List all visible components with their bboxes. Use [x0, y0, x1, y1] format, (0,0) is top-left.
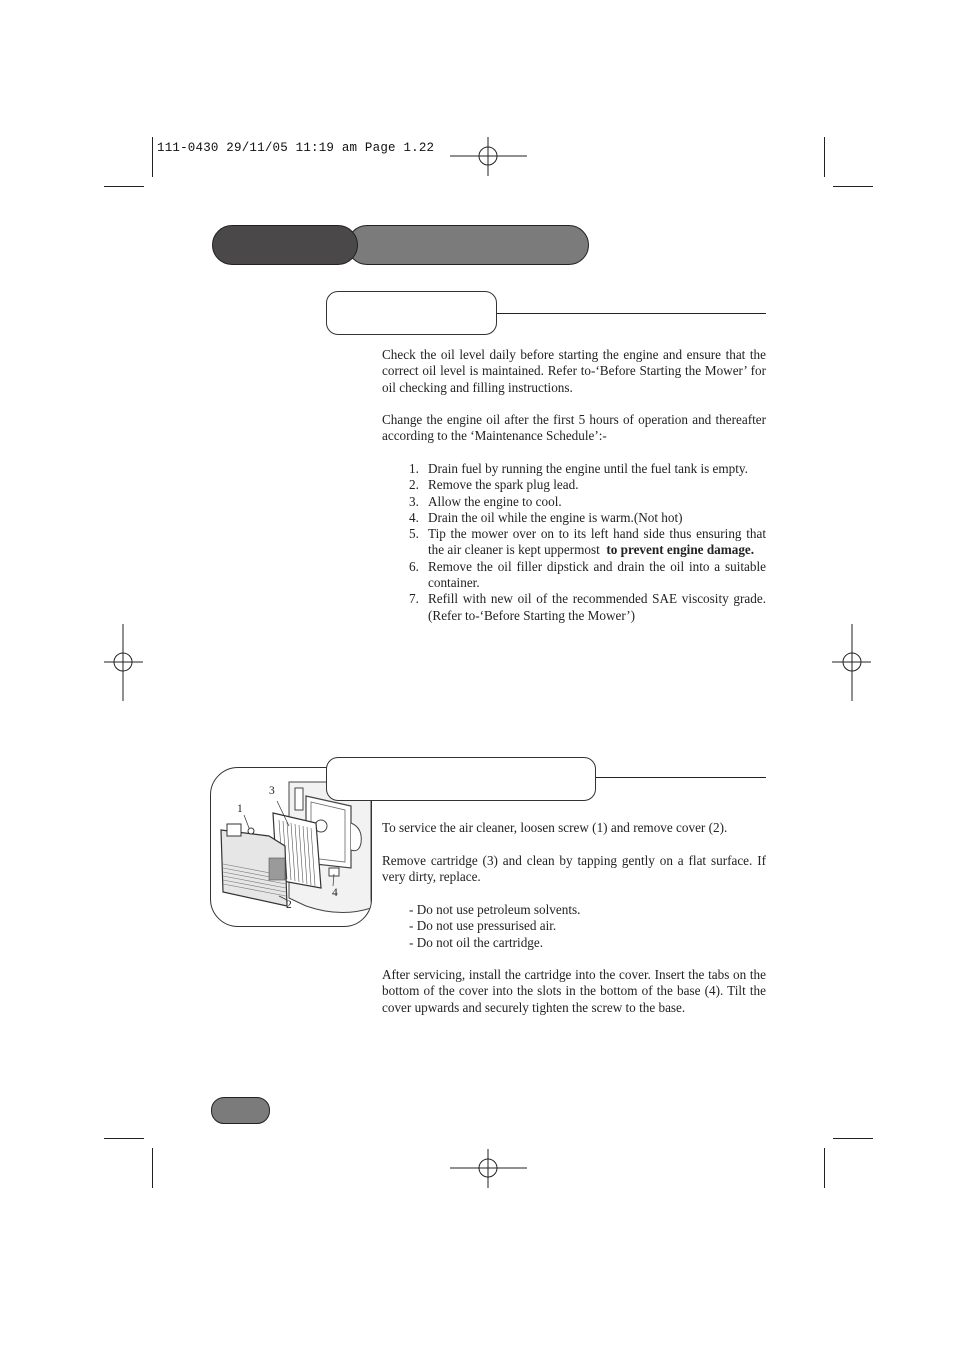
registration-mark-icon: [832, 624, 872, 702]
callout-4: 4: [332, 887, 338, 899]
section-rule: [497, 313, 766, 314]
air-paragraph-1: To service the air cleaner, loosen screw (1) and remove cover (2).: [382, 820, 728, 835]
oil-paragraph-1: Check the oil level daily before starting the engine and ensure that the correct oil level is maintained. Refer to-‘Before Starting the Mower’ for oil checking and filling instructions.: [382, 347, 766, 395]
print-slug: 111-0430 29/11/05 11:19 am Page 1.22: [157, 141, 435, 155]
list-item: - Do not use pressurised air.: [409, 918, 557, 934]
crop-mark: [833, 186, 873, 187]
list-item: 3. Allow the engine to cool.: [409, 493, 562, 509]
crop-mark: [824, 1148, 825, 1188]
crop-mark: [104, 186, 144, 187]
air-section-heading-box: [326, 757, 596, 801]
section-rule: [595, 777, 766, 778]
list-item: 1. Drain fuel by running the engine until the fuel tank is empty.: [409, 461, 748, 476]
crop-mark: [152, 1148, 153, 1188]
air-paragraph-2: Remove cartridge (3) and clean by tapping gently on a flat surface. If very dirty, replace.: [382, 853, 766, 885]
list-item: - Do not use petroleum solvents.: [409, 902, 581, 917]
oil-paragraph-2: Change the engine oil after the first 5 hours of operation and thereafter according to the ‘Maintenance Schedule’:-: [382, 412, 766, 444]
callout-3: 3: [269, 785, 275, 797]
list-item: 5. Tip the mower over on to its left hand side thus ensuring that the air cleaner is kept uppermost to prevent engine damage.: [409, 526, 766, 558]
warning-emphasis: to prevent engine damage.: [606, 542, 755, 558]
registration-mark-icon: [104, 624, 144, 702]
air-paragraph-3: After servicing, install the cartridge into the cover. Insert the tabs on the bottom of the cover into the slots in the bottom of the base (4). Tilt the cover upwards and securely tighten the screw to the base.: [382, 967, 766, 1015]
chapter-tab: [347, 225, 589, 265]
crop-mark: [104, 1138, 144, 1139]
air-cleaner-cautions: [409, 902, 709, 951]
callout-1: 1: [237, 803, 243, 815]
list-item: 2. Remove the spark plug lead.: [409, 477, 579, 493]
list-item: - Do not oil the cartridge.: [409, 934, 544, 950]
registration-mark-icon: [450, 137, 528, 177]
list-item: 4. Drain the oil while the engine is warm.(Not hot): [409, 509, 683, 525]
oil-section-heading-box: [326, 291, 497, 335]
crop-mark: [824, 137, 825, 177]
crop-mark: [833, 1138, 873, 1139]
list-item: 7. Refill with new oil of the recommended SAE viscosity grade. (Refer to-‘Before Starting the Mower’): [409, 591, 766, 623]
callout-2: 2: [286, 899, 292, 911]
section-tab: [212, 225, 358, 265]
registration-mark-icon: [450, 1149, 528, 1189]
list-item: 6. Remove the oil filler dipstick and drain the oil into a suitable container.: [409, 558, 766, 591]
page-number-pill: [211, 1097, 270, 1124]
oil-change-steps: [409, 461, 766, 624]
crop-mark: [152, 137, 153, 177]
